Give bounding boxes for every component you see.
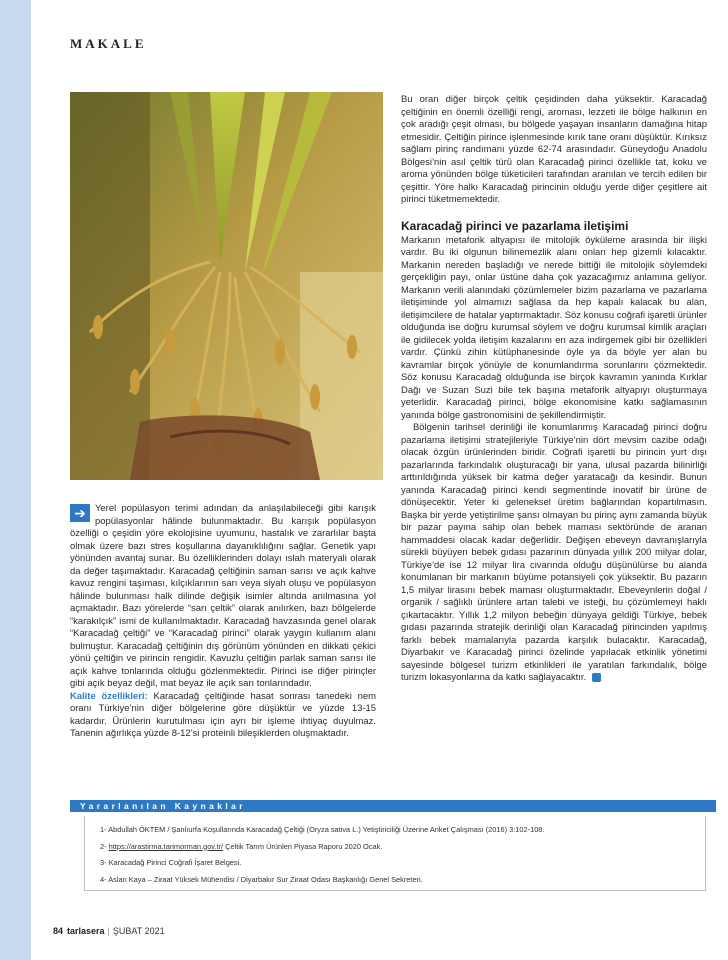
footer-separator: | [107, 926, 110, 936]
page-footer [53, 926, 165, 936]
issue-date: ŞUBAT 2021 [112, 926, 165, 936]
reference-item [100, 839, 700, 856]
left-column [70, 503, 376, 741]
reference-link[interactable]: https://arastirma.tarimorman.gov.tr/ [108, 841, 224, 851]
reference-item: 1- Abdullah ÖKTEM / Şanlıurfa Koşullarında Karacadağ Çeltiği (Oryza sativa L.) Yetiştiriciliği Üzerine Anket Çalışması (2016) 3:102-108. [100, 825, 545, 834]
quality-paragraph [70, 691, 376, 741]
page-number: 84 [53, 926, 64, 936]
reference-item: 4- Aslan Kaya – Ziraat Yüksek Mühendisi / Diyarbakır Sur Ziraat Odası Başkanlığı Genel Sekreteri. [100, 874, 423, 884]
page-edge-strip [0, 0, 31, 960]
quality-text: Karacadağ çeltiğinde hasat sonrası tanedeki nem oranı Türkiye’nin diğer bölgelerine göre düşüktür ve yüzde 13-15 kadardır. Ürünlerin kurutulması için ayrı bir işleme ihtiyaç duyulmaz. Tanenin ağırlıkça yüzde 8-12’si proteinli bileşiklerden oluşmaktadır. [70, 690, 376, 739]
right-paragraph-3 [401, 422, 707, 685]
section-label: MAKALE [70, 36, 147, 51]
reference-item: 3- Karacadağ Pirinci Coğrafi İşaret Belgesi. [100, 858, 242, 867]
references-title: Yararlanılan Kaynaklar [80, 801, 246, 811]
right-paragraph-1: Bu oran diğer birçok çeltik çeşidinden daha yüksektir. Karacadağ çeltiğinin en önemli özelliği rengi, aroması, lezzeti ile bölge halkının en çok aradığı çeşit olması, bu bölgede yaşayan insanların damağına hitap etmesidir. Çeltiğin pirince işlenmesinde kırık tane oranı düşüktür. Kırıksız sağlam pirinç randımanı yüzde 62-74 arasındadır. Güneydoğu Anadolu Bölgesi’nin asıl çeltik türü olan Karacadağ pirinci özellikle tat, koku ve aroma yönünden bölge tüketicileri tarafından aranılan ve tercih edilen bir çeşittir. Yöre halkı Karacadağ pirincinin olduğu yerde diğer çeşitlere ait pirinci tüketmemektedir. [401, 94, 707, 205]
quality-label: Kalite özellikleri: [70, 690, 148, 702]
arrow-right-icon: ➔ [70, 504, 90, 522]
rice-stalks-photo [70, 92, 383, 480]
magazine-name: tarlasera [67, 926, 105, 936]
right-paragraph-3-text: Bölgenin tarihsel derinliği ile konumlanmış Karacadağ pirinci doğru pazarlama iletişimi stratejileriyle Türkiye’nin dört mevsim cazibe odağı olacak özgün ürünlerinden biridir. Coğrafi işaretli bu pirincin yurt dışı pazarlarında farkındalık oluşturacağı bir yana, ulusal pazarda bilinirliği arttırıldığında yüksek bir katma değer yaratacağı da kesindir. Bunun yanında Karacadağ pirinci kendi segmentinde inovatif bir ürüne de dönüşecektir. Yeter ki geleneksel üretim bağlarından kopartılmasın. Başka bir yerde yetiştirilme şansı olmayan bu pirinç aynı zamanda büyük bir pazar payına sahip olan bebek maması sektöründe de aranan hammaddesi olacak kadar değerlidir. Değişen ebeveyn davranışlarıyla sürekli büyüyen bebek gıdası pazarının dünyada yıllık 200 milyar dolar, Türkiye’de ise 12 milyar lira civarında olduğu düşünülürse bu alanda konumlanan bir markanın büyüme potansiyeli çok yüksektir. Bu pazarın 1,5 milyar lirasını bebek maması oluşturmaktadır. Ebeveynlerin doğal / organik / sağlıklı ürünlere artan talebi ve isteği, bu çözümlemeyi haklı çıkartacaktır. Yıllık 1,2 milyon bebeğin dünyaya geldiği Türkiye, bebek gıdası pazarında stratejik derinliği olan Karacadağ pirincinden yapılmış farklı bebek mamalarıyla pazarda karşılık bulacaktır. Karacadağ, Diyarbakır ve Karacadağ pirinci özelinde yapılacak etkinlik yönetimi sayesinde bölgesel turizm etkinlikleri ile yaratılan farkındalık, bölge turizm lokasyonlarına da katkı sağlayacaktır. [401, 422, 707, 683]
intro-text: Yerel popülasyon terimi adından da anlaşılabileceği gibi karışık popülasyonlar hâlinde bulunmaktadır. Bu karışık popülasyon özelliği o çeşidin yöre ekolojisine uyumunu, hastalık ve zararlılar başta olmak üzere bazı stres koşullarına dayanıklılığını sağlar. Genetik yapı yönünden avantaj sunar. Bu özelliklerinden dolayı ıslah materyali olarak da değer taşımaktadır. Karacadağ çeltiğinin saman sarısı ve açık kahve kavuz rengini taşıması, kılçıklarının sarı veya siyah oluşu ve popülasyon hâlinde bulunması halk dilinde değişik isimler altında anılmasına yol açmaktadır. Bazı yörelerde “sarı çeltik” olarak anılırken, bazı bölgelerde “karakılçık” ismi de kullanılmaktadır. Karacadağ havzasında genel olarak “Karacadağ çeltiği” ve “Karacadağ pirinci” olarak yaygın kullanım alanı bulmuştur. Karacadağ çeltiğinin dış görünüm yönünden en dikkati çekici yönü çeltiğin ve pirincin rengidir. Kavuzlu çeltiğin parlak saman sarısı ile açık kahve tonlarında olduğu gözlenmektedir. Pirinci ise diğer pirinçler gibi açık beyaz değil, mat beyaz ile açık sarı tonlarındadır. [70, 503, 376, 689]
section-heading: Karacadağ pirinci ve pazarlama iletişimi [401, 218, 629, 233]
right-column [401, 94, 707, 685]
article-end-icon [592, 673, 601, 682]
intro-paragraph [70, 503, 376, 691]
reference-item-text: Çeltik Tarım Ürünleri Piyasa Raporu 2020 Ocak. [225, 841, 383, 851]
references-list [100, 822, 700, 888]
reference-number: 2- [100, 841, 109, 851]
right-paragraph-2: Markanın metaforik altyapısı ile mitolojik öyküleme arasında bir ilişki vardır. Bu iki olgunun bilinemezlik alanı onları hep gizemli kılacaktır. Markanın nereden başladığı ve nerede bittiği ile mitolojik söylemdeki gerçekliğin payı, onlar üstüne daha çok yazacağımız anlamına geliyor. Markanın verili alanındaki çözümlemeler bizim pazarlama ve pazarlama iletişiminde yol almamızı sağlasa da hep kapalı kalacak bu alan, iletişimcilere de hatalar yaptırmaktadır. Söz konusu coğrafi işaretli ürünler olduğunda ise doğru kurumsal söylem ve doğru kurumsal kimlik araçları ile gidilecek yolda iletişim kazalarını en aza indirgemek gibi bir özellikleri vardır. Çünkü zihin kütüphanesinde öyle ya da böyle yer alan bu kavramlar birçok yönüyle de konumlandırma sorunlarını çözmektedir. Söz konusu Karacadağ olduğunda ise birçok kavramın yanında Kırklar Dağı ve Suzan Suzi bile tek başına metaforik altyapıyı oluşturmaya yeterlidir. Karacadağ pirinci, bölge ekonomisine katkı sağlamasının yanında bölge gastronomisini de şekillendirmiştir. [401, 234, 707, 421]
